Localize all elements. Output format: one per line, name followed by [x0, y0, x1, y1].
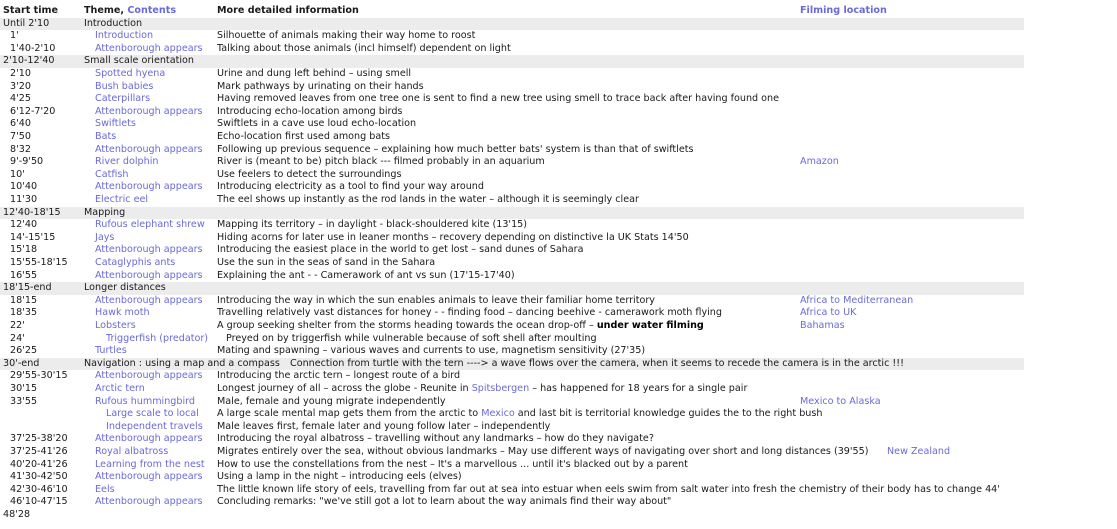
table-row [0, 118, 1024, 131]
start-time-cell: 6'12-7'20 [10, 105, 56, 117]
table-row [0, 459, 1024, 472]
details-text: Travelling relatively vast distances for honey - - finding food – dancing beehive - camerawork moth flying [217, 307, 722, 319]
start-time-cell: 4'25 [10, 93, 31, 105]
start-time-cell: 10'40 [10, 181, 38, 193]
details-text-tail: – has happened for 18 years for a single pair [532, 383, 748, 394]
details-cell [217, 106, 807, 119]
table-row [0, 68, 1024, 81]
details-text: Longest journey of all – across the globe - Reunite in [217, 383, 469, 394]
table-row [0, 396, 1024, 409]
theme-cell: Navigation : using a map and a compass [84, 357, 280, 369]
start-time-cell: 9'-9'50 [10, 156, 44, 168]
start-time-cell: 18'15 [10, 294, 38, 306]
table-row [0, 43, 1024, 56]
details-text: Mark pathways by urinating on their hands [217, 80, 424, 92]
details-text: Use feelers to detect the surroundings [217, 168, 402, 180]
details-text: Mating and spawning – various waves and currents to use, magnetism sensitivity (27'35) [217, 345, 646, 357]
theme-cell: Attenborough appears [95, 105, 203, 117]
section-row [0, 55, 1024, 68]
start-time-cell: 6'40 [10, 118, 31, 130]
start-time-cell: 14'-15'15 [10, 231, 56, 243]
start-time-cell: 12'40-18'15 [3, 206, 61, 218]
table-row [0, 496, 1024, 509]
theme-cell: Triggerfish (predator) [106, 332, 209, 344]
theme-cell: Spotted hyena [95, 68, 166, 79]
details-place: Spitsbergen [471, 383, 530, 394]
details-cell [217, 30, 807, 43]
theme-cell: Attenborough appears [95, 244, 203, 256]
table-row [0, 509, 1024, 522]
details-text: Talking about those animals (incl himself) dependent on light [217, 42, 511, 54]
table-row [0, 295, 1024, 308]
details-text: River is (meant to be) pitch black --- filmed probably in an aquarium [217, 156, 545, 168]
table-row [0, 244, 1024, 257]
details-cell [217, 446, 882, 459]
theme-cell: Attenborough appears [95, 42, 203, 54]
theme-cell: Turtles [95, 345, 127, 357]
header-contents-label: Contents [127, 5, 177, 16]
details-text: Introducing the royal albatross – travelling without any landmarks – how do they navigate? [217, 433, 654, 445]
start-time-cell: 48'28 [3, 509, 31, 520]
table-row [0, 181, 1024, 194]
details-cell [217, 383, 807, 396]
theme-cell: Small scale orientation [84, 55, 194, 67]
theme-cell: Bush babies [95, 80, 154, 92]
details-text: Having removed leaves from one tree one is sent to find a new tree using smell to trace back after having found one [217, 93, 780, 105]
details-cell [217, 81, 807, 94]
details-place: Mexico [481, 408, 515, 420]
details-cell [217, 421, 807, 434]
details-cell [217, 169, 807, 182]
theme-cell: Jays [95, 231, 115, 243]
filming-location-cell: Amazon [800, 156, 839, 168]
table-row [0, 370, 1024, 383]
details-cell [217, 194, 807, 207]
start-time-cell: 2'10-12'40 [3, 55, 55, 67]
theme-cell: Cataglyphis ants [95, 257, 176, 268]
details-text: The little known life story of eels, travelling from far out at sea into estuar when eels swim from salt water into fresh the chemistry of their body has to change 44' [217, 483, 1000, 495]
details-text: Male, female and young migrate independently [217, 395, 446, 407]
theme-cell: Catfish [95, 168, 129, 180]
details-cell [217, 270, 807, 283]
details-text: Urine and dung left behind – using smell [217, 68, 412, 79]
start-time-cell: 29'55-30'15 [10, 370, 68, 382]
details-text: Following up previous sequence – explaining how much better bats' system is than that of swiftlets [217, 143, 694, 155]
details-text: Concluding remarks: "we've still got a lot to learn about the way animals find their way about" [217, 496, 672, 508]
details-text: The eel shows up instantly as the rod lands in the water – although it is seemingly clear [217, 194, 639, 205]
details-cell [217, 118, 807, 131]
header-start-time: Start time [3, 5, 59, 16]
start-time-cell: 22' [10, 320, 25, 331]
table-row [0, 81, 1024, 94]
details-cell [217, 345, 807, 358]
theme-cell: Attenborough appears [95, 294, 203, 306]
start-time-cell: 26'25 [10, 345, 38, 357]
theme-cell: Independent travels [106, 420, 203, 432]
start-time-cell: 42'30-46'10 [10, 483, 68, 495]
header-details: More detailed information [217, 5, 359, 16]
table-row [0, 408, 1024, 421]
table-row [0, 307, 1024, 320]
theme-cell: Large scale to local [106, 408, 199, 420]
theme-cell: Royal albatross [95, 446, 169, 457]
table-row [0, 383, 1024, 396]
details-text: Introducing the way in which the sun enables animals to leave their familiar home territory [217, 294, 655, 306]
details-text: Using a lamp in the night – introducing eels (elves) [217, 471, 462, 483]
table-row [0, 446, 1024, 459]
table-row [0, 484, 1024, 497]
details-cell [217, 320, 792, 333]
theme-cell: Introduction [84, 17, 143, 29]
details-cell [217, 408, 823, 421]
start-time-cell: 24' [10, 332, 25, 344]
details-cell [217, 370, 807, 383]
details-text: Introducing electricity as a tool to find your way around [217, 181, 484, 193]
details-cell [217, 131, 807, 144]
details-emphasis: under water filming [596, 320, 704, 331]
start-time-cell: 37'25-41'26 [10, 446, 68, 457]
filming-location-cell: New Zealand [887, 446, 951, 457]
details-cell [217, 295, 792, 308]
details-cell [217, 483, 1000, 497]
details-text: Connection from turtle with the tern ----> a wave flows over the camera, when it seems to recede the camera is in the arctic !!! [290, 357, 904, 369]
table-row [0, 257, 1024, 270]
details-cell [217, 257, 807, 270]
theme-cell: Rufous elephant shrew [95, 219, 205, 231]
table-row [0, 333, 1024, 346]
theme-cell: Hawk moth [95, 307, 150, 319]
details-cell [290, 358, 990, 371]
header-theme-label: Theme, [84, 5, 125, 16]
start-time-cell: 12'40 [10, 219, 38, 231]
details-cell [217, 181, 807, 194]
table-row [0, 131, 1024, 144]
details-text: Migrates entirely over the sea, without obvious landmarks – May use different ways of navigating over short and long distances (39'55) [217, 446, 869, 457]
theme-cell: Rufous hummingbird [95, 395, 195, 407]
details-cell [217, 307, 792, 320]
start-time-cell: Until 2'10 [3, 17, 50, 29]
start-time-cell: 11'30 [10, 194, 38, 205]
start-time-cell: 18'35 [10, 307, 38, 319]
table-row [0, 156, 1024, 169]
start-time-cell: 30'-end [3, 357, 40, 369]
details-cell [217, 396, 792, 409]
table-row [0, 433, 1024, 446]
details-text: Introducing the arctic tern – longest route of a bird [217, 370, 461, 382]
start-time-cell: 41'30-42'50 [10, 471, 68, 483]
start-time-cell: 33'55 [10, 395, 38, 407]
theme-cell: Attenborough appears [95, 433, 203, 445]
filming-location-cell: Bahamas [800, 320, 845, 331]
details-cell [217, 156, 792, 169]
start-time-cell: 15'18 [10, 244, 38, 256]
details-cell [217, 68, 807, 81]
start-time-cell: 7'50 [10, 131, 31, 142]
start-time-cell: 18'15-end [3, 282, 52, 294]
table-row [0, 194, 1024, 207]
table-row [0, 219, 1024, 232]
theme-cell: Swiftlets [95, 118, 136, 130]
header-theme [84, 5, 204, 18]
section-row [0, 18, 1024, 31]
start-time-cell: 10' [10, 168, 25, 180]
details-text: Explaining the ant - - Camerawork of ant vs sun (17'15-17'40) [217, 269, 515, 281]
start-time-cell: 2'10 [10, 68, 31, 79]
details-text: Introducing echo-location among birds [217, 105, 403, 117]
theme-cell: Attenborough appears [95, 496, 203, 508]
start-time-cell: 15'55-18'15 [10, 257, 68, 268]
header-row [0, 5, 1024, 18]
header-filming-location: Filming location [800, 5, 887, 16]
details-cell [217, 43, 807, 56]
theme-cell: Longer distances [84, 282, 166, 294]
start-time-cell: 1'40-2'10 [10, 42, 56, 54]
details-cell [217, 244, 807, 257]
details-text-tail: and last bit is territorial knowledge guides the to the right bush [517, 408, 823, 420]
table-row [0, 421, 1024, 434]
start-time-cell: 3'20 [10, 80, 31, 92]
table-row [0, 471, 1024, 484]
details-text: Mapping its territory – in daylight - black-shouldered kite (13'15) [217, 219, 528, 231]
start-time-cell: 40'20-41'26 [10, 458, 68, 470]
theme-cell: Lobsters [95, 320, 136, 331]
start-time-cell: 1' [10, 30, 19, 42]
table-row [0, 30, 1024, 43]
start-time-cell: 37'25-38'20 [10, 433, 68, 445]
section-row [0, 207, 1024, 220]
theme-cell: Attenborough appears [95, 471, 203, 483]
details-text: How to use the constellations from the nest – It's a marvellous ... until it's blacked out by a parent [217, 458, 688, 470]
theme-cell: River dolphin [95, 156, 159, 168]
section-row [0, 282, 1024, 295]
table-row [0, 144, 1024, 157]
start-time-cell: 30'15 [10, 383, 38, 394]
details-cell [217, 496, 807, 509]
theme-cell: Attenborough appears [95, 269, 203, 281]
details-text: Silhouette of animals making their way home to roost [217, 30, 476, 42]
theme-cell: Attenborough appears [95, 370, 203, 382]
details-text: Swiftlets in a cave use loud echo-location [217, 118, 417, 130]
theme-cell: Electric eel [95, 194, 149, 205]
details-cell [217, 93, 807, 106]
start-time-cell: 46'10-47'15 [10, 496, 68, 508]
details-cell [217, 144, 807, 157]
details-text: Use the sun in the seas of sand in the Sahara [217, 257, 436, 268]
details-cell [217, 219, 807, 232]
start-time-cell: 16'55 [10, 269, 38, 281]
theme-cell: Attenborough appears [95, 143, 203, 155]
theme-cell: Mapping [84, 206, 126, 218]
theme-cell: Learning from the nest [95, 458, 205, 470]
details-text: Echo-location first used among bats [217, 131, 391, 142]
theme-cell: Caterpillars [95, 93, 151, 105]
theme-cell: Bats [95, 131, 117, 142]
details-text: Male leaves first, female later and young follow later – independently [217, 420, 551, 432]
details-text: A group seeking shelter from the storms heading towards the ocean drop-off – [217, 320, 594, 331]
filming-location-cell: Africa to UK [800, 307, 857, 319]
details-cell [217, 433, 807, 446]
details-text: A large scale mental map gets them from the arctic to [217, 408, 479, 420]
details-cell [217, 471, 807, 484]
table-row [0, 93, 1024, 106]
filming-location-cell: Mexico to Alaska [800, 395, 881, 407]
details-text: Introducing the easiest place in the world to get lost – sand dunes of Sahara [217, 244, 584, 256]
theme-cell: Arctic tern [95, 383, 145, 394]
table-row [0, 345, 1024, 358]
details-cell [217, 459, 807, 472]
section-row [0, 358, 1024, 371]
table-row [0, 320, 1024, 333]
table-row [0, 169, 1024, 182]
details-text: Hiding acorns for later use in leaner months – recovery depending on distinctive la UK Stats 14'50 [217, 231, 689, 243]
theme-cell: Attenborough appears [95, 181, 203, 193]
filming-location-cell: Africa to Mediterranean [800, 294, 914, 306]
theme-cell: Introduction [95, 30, 154, 42]
details-text: Preyed on by triggerfish while vulnerable because of soft shell after moulting [226, 332, 597, 344]
details-cell [217, 232, 807, 245]
start-time-cell: 8'32 [10, 143, 31, 155]
table-row [0, 270, 1024, 283]
table-row [0, 232, 1024, 245]
table-row [0, 106, 1024, 119]
theme-cell: Eels [95, 483, 115, 495]
details-cell [226, 333, 816, 346]
